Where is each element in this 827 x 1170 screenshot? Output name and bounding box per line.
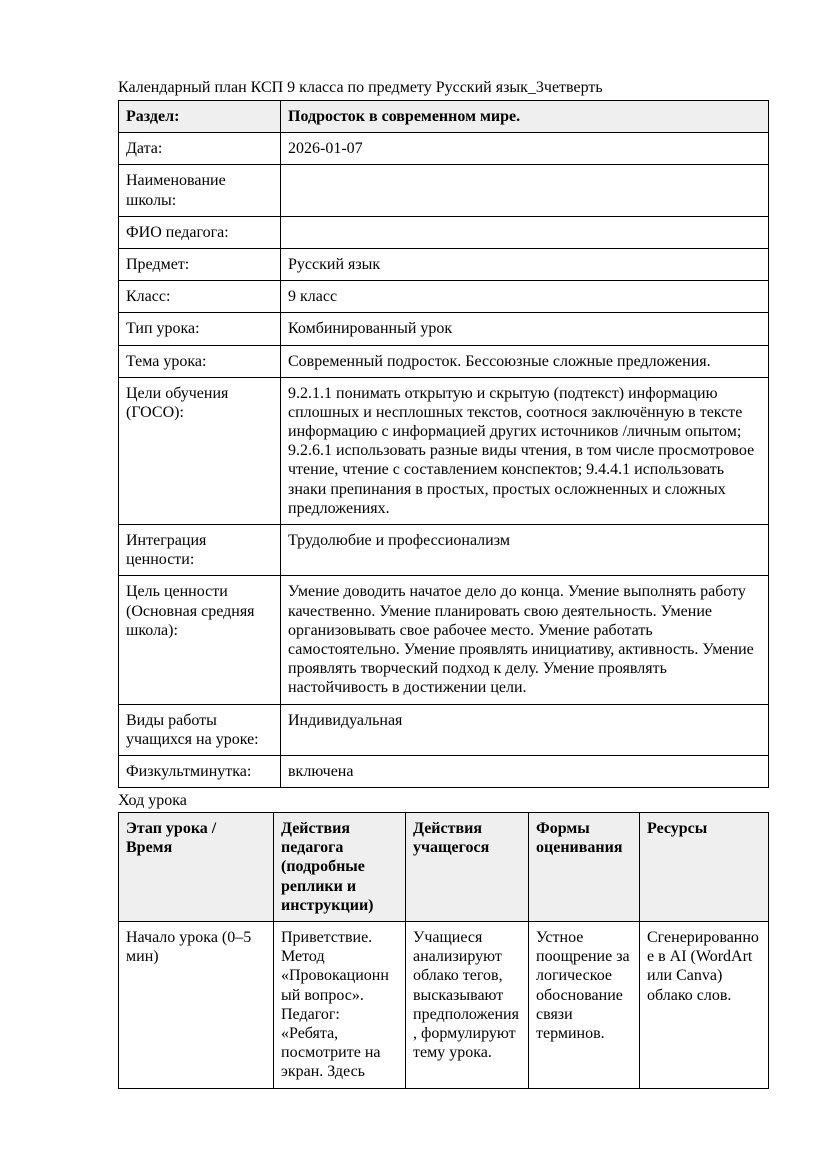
table-row (119, 313, 769, 345)
row-value: Индивидуальная (281, 704, 769, 755)
row-value: Русский язык (281, 248, 769, 280)
table-row (119, 576, 769, 704)
row-label: Раздел: (119, 101, 281, 133)
row-value: 2026-01-07 (281, 133, 769, 165)
resources-cell: Сгенерированное в AI (WordArt или Canva) облако слов. (640, 922, 769, 1089)
row-label: Тема урока: (119, 345, 281, 377)
row-label: Наименование школы: (119, 165, 281, 216)
row-label: Тип урока: (119, 313, 281, 345)
lesson-flow-heading: Ход урока (118, 792, 187, 810)
row-label: Интеграция ценности: (119, 525, 281, 576)
row-value: Умение доводить начатое дело до конца. Умение выполнять работу качественно. Умение планировать свою деятельность. Умение организовывать свое рабочее место. Умение работать самостоятельно. Умение проявлять инициативу, активность. Умение проявлять творческий подход к делу. Умение проявлять настойчивость в достижении цели. (281, 576, 769, 704)
table-row (119, 377, 769, 524)
row-value: Трудолюбие и профессионализм (281, 525, 769, 576)
table-row (119, 216, 769, 248)
row-label: Предмет: (119, 248, 281, 280)
column-header: Этап урока / Время (119, 813, 274, 922)
lesson-info-table (118, 100, 769, 788)
stage-cell: Начало урока (0–5 мин) (119, 922, 274, 1089)
table-row (119, 922, 769, 1089)
table-row (119, 345, 769, 377)
table-row (119, 101, 769, 133)
table-row (119, 525, 769, 576)
table-row (119, 281, 769, 313)
column-header: Ресурсы (640, 813, 769, 922)
student-actions-cell: Учащиеся анализируют облако тегов, высказывают предположения, формулируют тему урока. (406, 922, 529, 1089)
teacher-actions-cell: Приветствие. Метод «Провокационный вопрос». Педагог: «Ребята, посмотрите на экран. Здесь (274, 922, 406, 1089)
column-header: Формы оценивания (529, 813, 640, 922)
header-row (119, 813, 769, 922)
row-label: Класс: (119, 281, 281, 313)
table-row (119, 133, 769, 165)
document-title: Календарный план КСП 9 класса по предмету Русский язык_3четверть (118, 79, 603, 96)
column-header: Действия педагога (подробные реплики и инструкции) (274, 813, 406, 922)
row-label: Дата: (119, 133, 281, 165)
table-row (119, 755, 769, 787)
row-value (281, 165, 769, 216)
row-value (281, 216, 769, 248)
assessment-cell: Устное поощрение за логическое обоснование связи терминов. (529, 922, 640, 1089)
row-label: Цель ценности (Основная средняя школа): (119, 576, 281, 704)
row-label: ФИО педагога: (119, 216, 281, 248)
table-row (119, 704, 769, 755)
row-value: Подросток в современном мире. (281, 101, 769, 133)
column-header: Действия учащегося (406, 813, 529, 922)
row-label: Физкультминутка: (119, 755, 281, 787)
table-row (119, 248, 769, 280)
row-value: Современный подросток. Бессоюзные сложные предложения. (281, 345, 769, 377)
row-value: включена (281, 755, 769, 787)
lesson-flow-table (118, 812, 769, 1088)
row-value: 9 класс (281, 281, 769, 313)
row-value: Комбинированный урок (281, 313, 769, 345)
table-row (119, 165, 769, 216)
row-label: Виды работы учащихся на уроке: (119, 704, 281, 755)
row-value: 9.2.1.1 понимать открытую и скрытую (подтекст) информацию сплошных и несплошных текстов, соотнося заключённую в тексте информацию с информацией других источников /личным опытом; 9.2.6.1 использовать разные виды чтения, в том числе просмотровое чтение, чтение с составлением конспектов; 9.4.4.1 использовать знаки препинания в простых, простых осложненных и сложных предложениях. (281, 377, 769, 524)
row-label: Цели обучения (ГОСО): (119, 377, 281, 524)
